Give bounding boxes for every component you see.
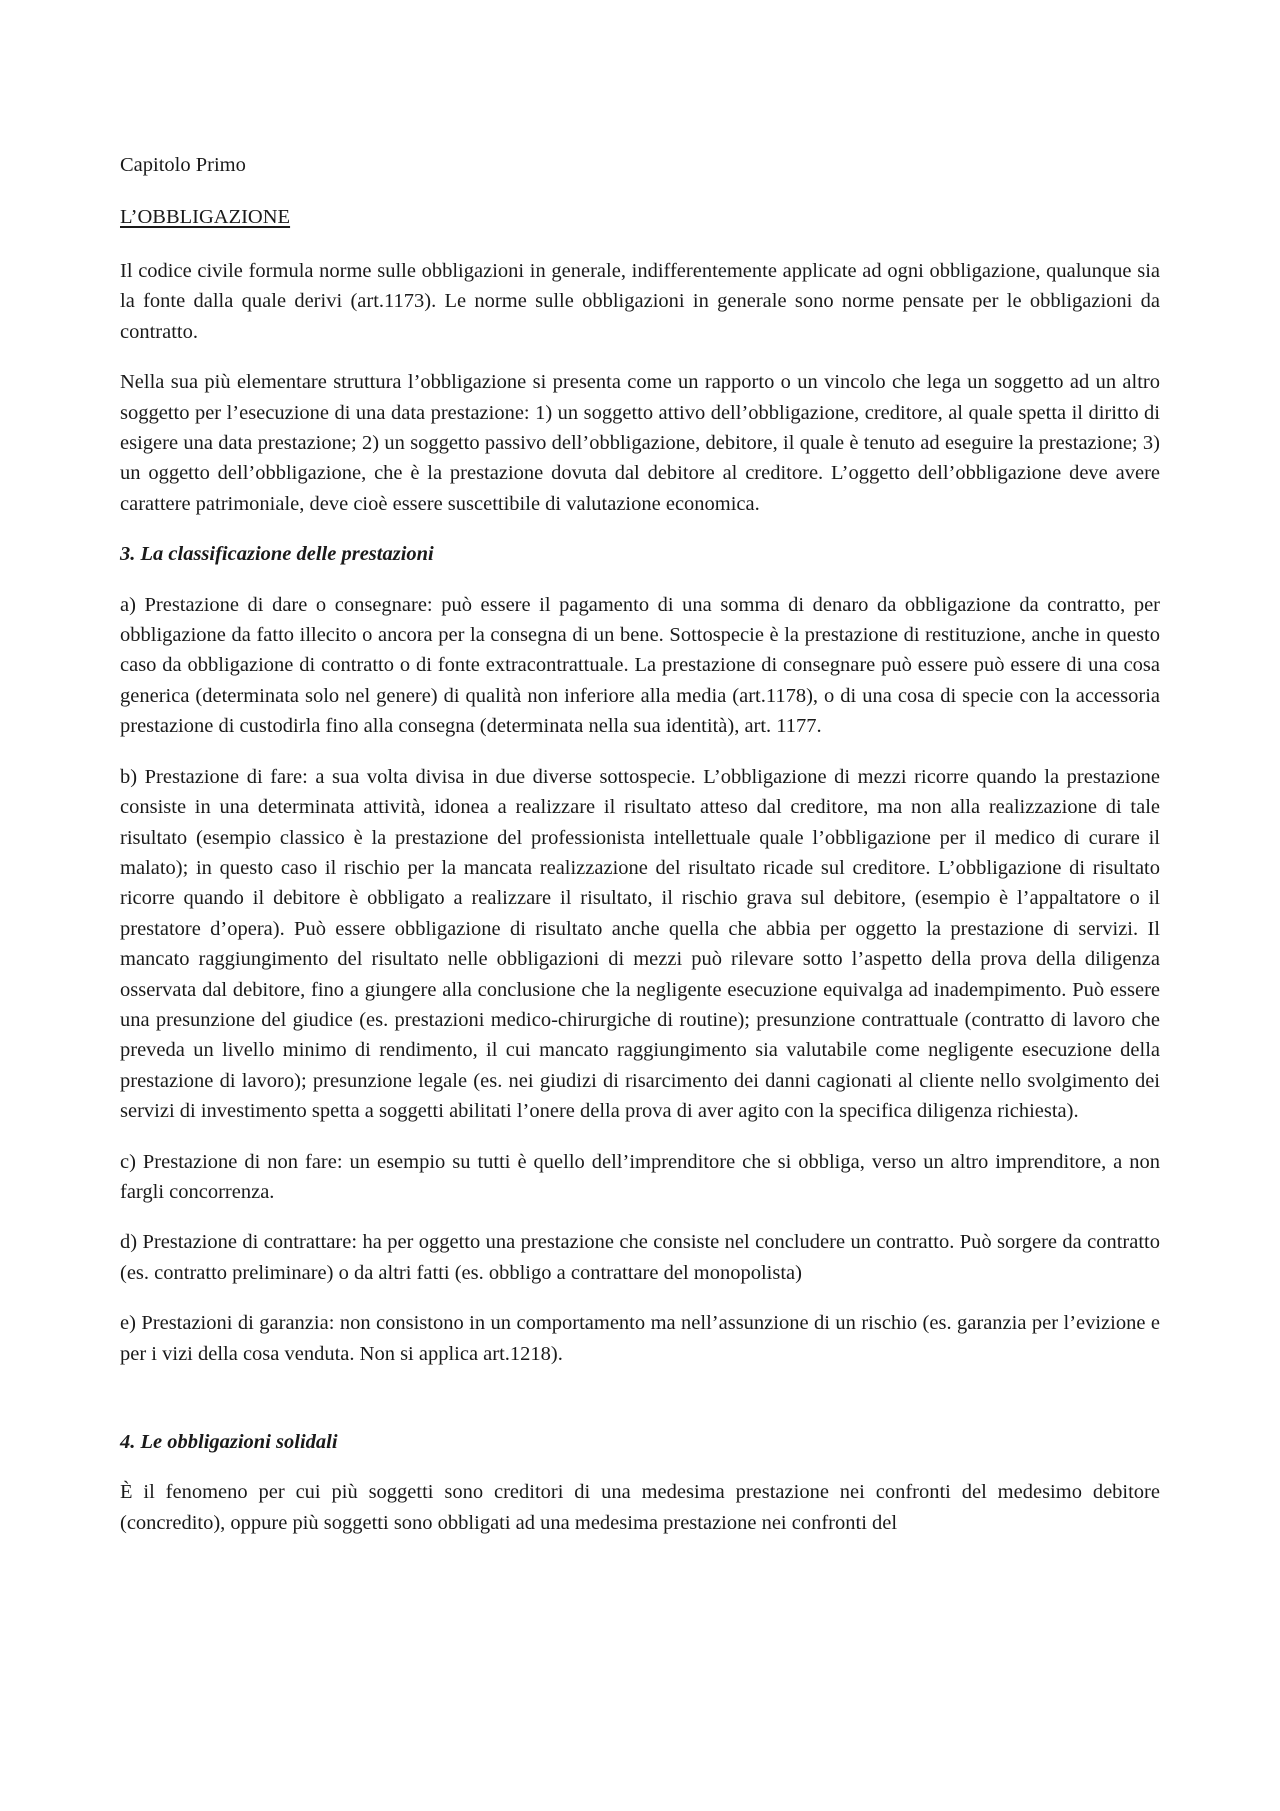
page-title: L’OBBLIGAZIONE (120, 206, 291, 228)
prestazione-c-paragraph: c) Prestazione di non fare: un esempio su tutti è quello dell’imprenditore che si obbliga, verso un altro imprenditore, a non fargli concorrenza. (120, 1150, 1160, 1203)
section-4-paragraph-1: È il fenomeno per cui più soggetti sono creditori di una medesima prestazione nei confronti del medesimo debitore (concredito), oppure più soggetti sono obbligati ad una medesima prestazione nei confronti del (120, 1481, 1160, 1534)
section-3-heading: 3. La classificazione delle prestazioni (120, 543, 434, 566)
prestazione-e-paragraph: e) Prestazioni di garanzia: non consistono in un comportamento ma nell’assunzione di un rischio (es. garanzia per l’evizione e per i vizi della cosa venduta. Non si applica art.1218). (120, 1312, 1160, 1365)
document-body (120, 256, 1160, 1558)
intro-paragraph-1: Il codice civile formula norme sulle obbligazioni in generale, indifferentemente applicate ad ogni obbligazione, qualunque sia la fonte dalla quale derivi (art.1173). Le norme sulle obbligazioni in generale sono norme pensate per le obbligazioni da contratto. (120, 260, 1160, 343)
prestazione-d-paragraph: d) Prestazione di contrattare: ha per oggetto una prestazione che consiste nel concludere un contratto. Può sorgere da contratto (es. contratto preliminare) o da altri fatti (es. obbligo a contrattare del monopolista) (120, 1231, 1160, 1284)
prestazione-a-paragraph: a) Prestazione di dare o consegnare: può essere il pagamento di una somma di denaro da obbligazione da contratto, per obbligazione da fatto illecito o ancora per la consegna di un bene. Sottospecie è la prestazione di restituzione, anche in questo caso da obbligazione di contratto o di fonte extracontrattuale. La prestazione di consegnare può essere può essere di una cosa generica (determinata solo nel genere) di qualità non inferiore alla media (art.1178), o di una cosa di specie con la accessoria prestazione di custodirla fino alla consegna (determinata nella sua identità), art. 1177. (120, 593, 1160, 738)
prestazione-b-paragraph: b) Prestazione di fare: a sua volta divisa in due diverse sottospecie. L’obbligazione di mezzi ricorre quando la prestazione consiste in una determinata attività, idonea a realizzare il risultato atteso dal creditore, ma non alla realizzazione di tale risultato (esempio classico è la prestazione del professionista intellettuale quale l’obbligazione per il medico di curare il malato); in questo caso il rischio per la mancata realizzazione del risultato ricade sul creditore. L’obbligazione di risultato ricorre quando il debitore è obbligato a realizzare il risultato, il rischio grava sul debitore, (esempio è l’appaltatore o il prestatore d’opera). Può essere obbligazione di risultato anche quella che abbia per oggetto la prestazione di servizi. Il mancato raggiungimento del risultato nelle obbligazioni di mezzi può rilevare sotto l’aspetto della prova della diligenza osservata dal debitore, fino a giungere alla conclusione che la negligente esecuzione equivalga ad inadempimento. Può essere una presunzione del giudice (es. prestazioni medico-chirurgiche di routine); presunzione contrattuale (contratto di lavoro che preveda un livello minimo di rendimento, il cui mancato raggiungimento sia valutabile come negligente esecuzione della prestazione di lavoro); presunzione legale (es. nei giudizi di risarcimento dei danni cagionati al cliente nello svolgimento dei servizi di investimento spetta a soggetti abilitati l’onere della prova di aver agito con la specifica diligenza richiesta). (120, 765, 1160, 1123)
intro-paragraph-2: Nella sua più elementare struttura l’obbligazione si presenta come un rapporto o un vincolo che lega un soggetto ad un altro soggetto per l’esecuzione di una data prestazione: 1) un soggetto attivo dell’obbligazione, creditore, al quale spetta il diritto di esigere una data prestazione; 2) un soggetto passivo dell’obbligazione, debitore, il quale è tenuto ad eseguire la prestazione; 3) un oggetto dell’obbligazione, che è la prestazione dovuta dal debitore al creditore. L’oggetto dell’obbligazione deve avere carattere patrimoniale, deve cioè essere suscettibile di valutazione economica. (120, 371, 1160, 515)
section-4-heading: 4. Le obbligazioni solidali (120, 1431, 338, 1453)
chapter-label: Capitolo Primo (120, 154, 246, 176)
section-spacer (120, 1389, 1160, 1427)
